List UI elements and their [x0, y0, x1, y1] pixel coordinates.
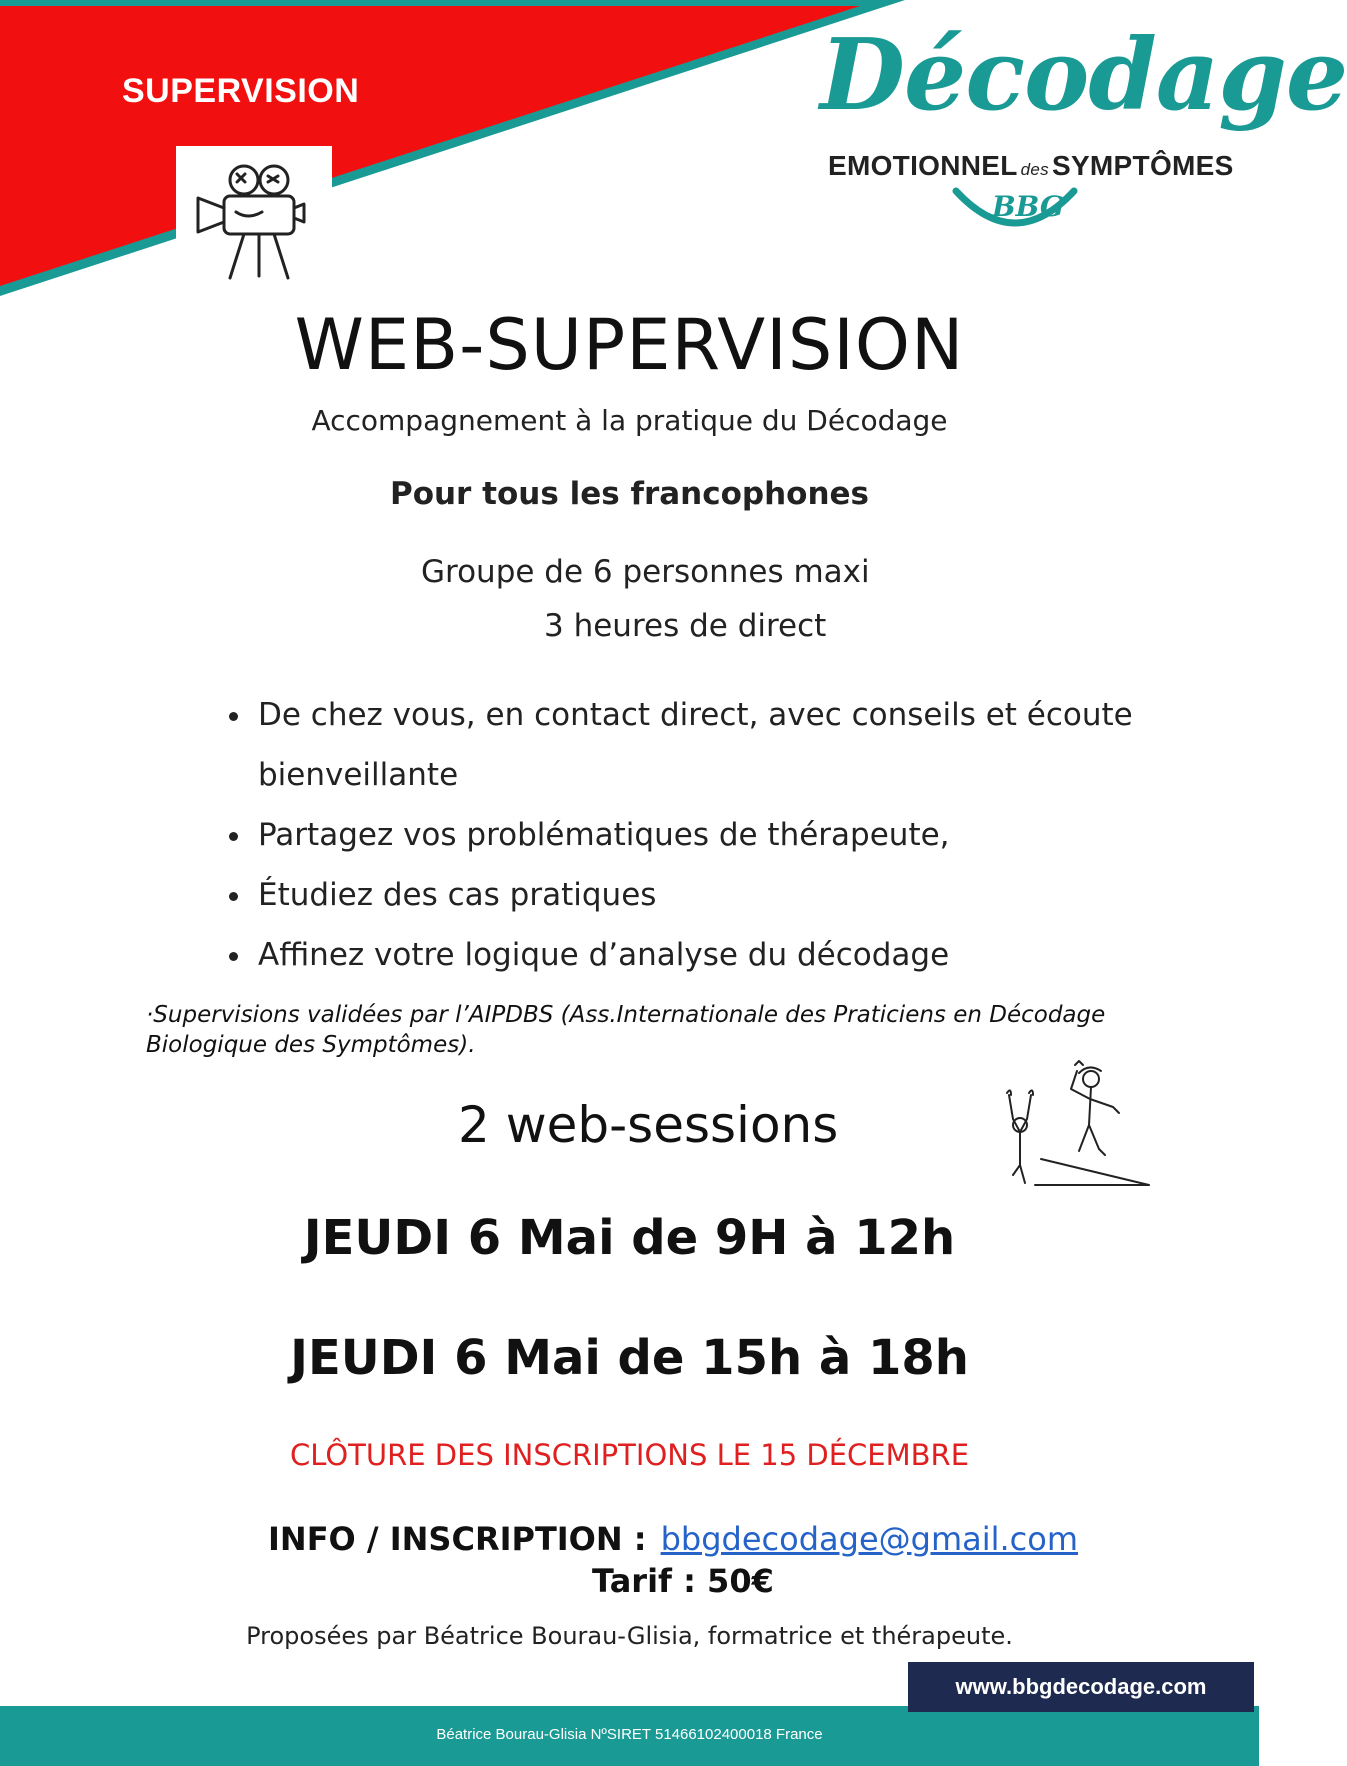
website-link[interactable]: www.bbgdecodage.com [908, 1662, 1254, 1712]
group-size-text: Groupe de 6 personnes maxi [421, 554, 870, 590]
proposed-by-text: Proposées par Béatrice Bourau-Glisia, formatrice et thérapeute. [246, 1622, 1013, 1650]
footer-legal-text: Béatrice Bourau-Glisia NºSIRET 51466102400018 France [436, 1726, 823, 1743]
list-item: • De chez vous, en contact direct, avec conseils et écoute bienveillante [254, 685, 1234, 805]
logo-title: Décodage [820, 18, 1347, 133]
list-item: • Affinez votre logique d’analyse du décodage [254, 925, 1234, 985]
camera-box [176, 146, 332, 286]
page-title: WEB-SUPERVISION [294, 304, 965, 386]
session-2: JEUDI 6 Mai de 15h à 18h [290, 1330, 969, 1386]
info-row [268, 1520, 1078, 1558]
info-label: INFO / INSCRIPTION : [268, 1520, 647, 1558]
logo-subtitle [828, 150, 1234, 182]
validation-note: ·Supervisions validées par l’AIPDBS (Ass.Internationale des Praticiens en Décodage Biologique des Symptômes). [146, 1002, 1106, 1058]
price-text: Tarif : 50€ [592, 1562, 774, 1600]
session-1: JEUDI 6 Mai de 9H à 12h [303, 1210, 956, 1266]
banner-red-triangle [0, 6, 860, 286]
email-link[interactable]: bbgdecodage@gmail.com [660, 1520, 1079, 1558]
film-camera-icon [176, 146, 332, 286]
list-item: • Partagez vos problématiques de thérapeute, [254, 805, 1234, 865]
benefits-list [218, 685, 1234, 985]
logo-sub-right: SYMPTÔMES [1051, 150, 1234, 181]
sessions-heading: 2 web-sessions [458, 1096, 839, 1154]
page-subtitle: Accompagnement à la pratique du Décodage [311, 404, 948, 437]
audience-text: Pour tous les francophones [389, 476, 870, 512]
registration-deadline: CLÔTURE DES INSCRIPTIONS LE 15 DÉCEMBRE [289, 1438, 970, 1472]
duration-text: 3 heures de direct [544, 608, 827, 644]
logo-sub-left: EMOTIONNEL [828, 150, 1018, 181]
banner-label: SUPERVISION [122, 72, 360, 110]
list-item: • Étudiez des cas pratiques [254, 865, 1234, 925]
logo-sub-mid: des [1020, 160, 1049, 179]
people-climbing-illustration [995, 1055, 1155, 1190]
logo-initials: BBG [992, 190, 1064, 223]
